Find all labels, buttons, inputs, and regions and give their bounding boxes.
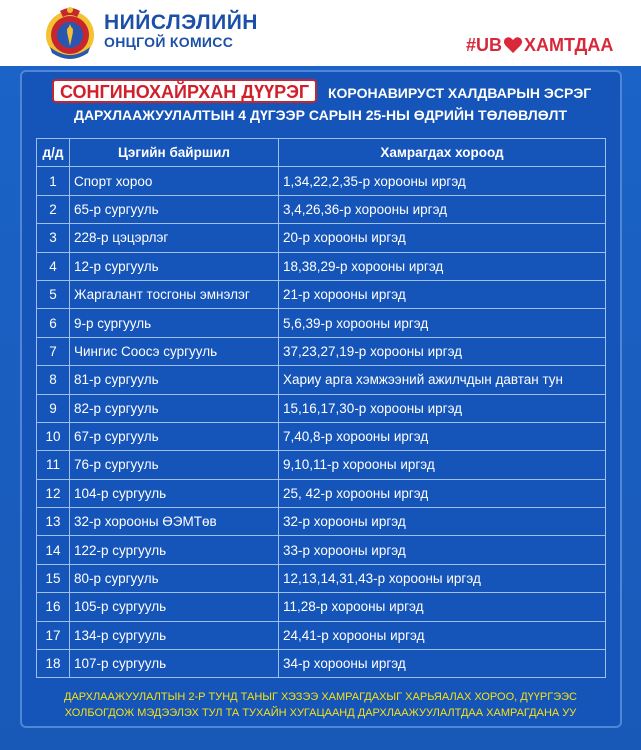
table-row: [37, 621, 606, 649]
mongolia-state-emblem-icon: [44, 5, 96, 61]
row-location: 80-р сургууль: [70, 564, 279, 592]
footer-line1: ДАРХЛААЖУУЛАЛТЫН 2-Р ТУНД ТАНЫГ ХЭЗЭЭ ХАМРАГДАХЫГ ХАРЬЯАЛАХ ХОРОО, ДҮҮРГЭЭС: [64, 691, 577, 703]
title-line2: ДАРХЛААЖУУЛАЛТЫН 4 ДҮГЭЭР САРЫН 25-НЫ ӨДРИЙН ТӨЛӨВЛӨЛТ: [73, 107, 568, 123]
row-committees: 3,4,26,36-р хорооны иргэд: [279, 195, 606, 223]
title-line1-rest: КОРОНАВИРУСТ ХАЛДВАРЫН ЭСРЭГ: [328, 85, 592, 101]
table-row: [37, 564, 606, 592]
row-index: 17: [37, 621, 70, 649]
row-index: 2: [37, 195, 70, 223]
row-location: Спорт хороо: [70, 167, 279, 195]
row-location: 12-р сургууль: [70, 252, 279, 280]
row-committees: 11,28-р хорооны иргэд: [279, 593, 606, 621]
row-committees: 33-р хорооны иргэд: [279, 536, 606, 564]
table-row: [37, 451, 606, 479]
row-location: 104-р сургууль: [70, 479, 279, 507]
row-location: 76-р сургууль: [70, 451, 279, 479]
row-location: Жаргалант тосгоны эмнэлэг: [70, 280, 279, 308]
table-row: [37, 366, 606, 394]
row-committees: 32-р хорооны иргэд: [279, 508, 606, 536]
hashtag-suffix: ХАМТДАА: [524, 34, 614, 55]
row-index: 5: [37, 280, 70, 308]
row-committees: 20-р хорооны иргэд: [279, 224, 606, 252]
hashtag-prefix: #UB: [466, 34, 503, 55]
row-committees: 24,41-р хорооны иргэд: [279, 621, 606, 649]
table-row: [37, 422, 606, 450]
header-index: д/д: [37, 139, 70, 167]
row-committees: 25, 42-р хорооны иргэд: [279, 479, 606, 507]
table-row: [37, 224, 606, 252]
row-committees: Хариу арга хэмжээний ажилчдын давтан тун: [279, 366, 606, 394]
table-row: [37, 394, 606, 422]
row-location: 105-р сургууль: [70, 593, 279, 621]
table-row: [37, 508, 606, 536]
row-index: 8: [37, 366, 70, 394]
row-index: 10: [37, 422, 70, 450]
table-row: [37, 650, 606, 678]
table-row: [37, 167, 606, 195]
row-index: 12: [37, 479, 70, 507]
table-row: [37, 479, 606, 507]
row-location: Чингис Соосэ сургууль: [70, 337, 279, 365]
row-index: 4: [37, 252, 70, 280]
row-index: 7: [37, 337, 70, 365]
row-location: 9-р сургууль: [70, 309, 279, 337]
row-location: 228-р цэцэрлэг: [70, 224, 279, 252]
table-row: [37, 536, 606, 564]
row-committees: 15,16,17,30-р хорооны иргэд: [279, 394, 606, 422]
row-location: 81-р сургууль: [70, 366, 279, 394]
footer-line2: ХОЛБОГДОЖ МЭДЭЭЛЭХ ТУЛ ТА ТУХАЙН ХУГАЦААНД ДАРХЛААЖУУЛАЛТДАА ХАМРАГДАНА УУ: [64, 707, 577, 719]
row-index: 13: [37, 508, 70, 536]
table-row: [37, 252, 606, 280]
row-committees: 9,10,11-р хорооны иргэд: [279, 451, 606, 479]
header-bar: [0, 0, 641, 66]
row-index: 16: [37, 593, 70, 621]
row-location: 67-р сургууль: [70, 422, 279, 450]
table-row: [37, 309, 606, 337]
row-index: 15: [37, 564, 70, 592]
row-index: 1: [37, 167, 70, 195]
row-committees: 7,40,8-р хорооны иргэд: [279, 422, 606, 450]
row-index: 6: [37, 309, 70, 337]
row-committees: 21-р хорооны иргэд: [279, 280, 606, 308]
table-row: [37, 337, 606, 365]
header-location: Цэгийн байршил: [70, 139, 279, 167]
row-committees: 18,38,29-р хорооны иргэд: [279, 252, 606, 280]
hashtag: [466, 30, 613, 60]
row-committees: 5,6,39-р хорооны иргэд: [279, 309, 606, 337]
row-index: 18: [37, 650, 70, 678]
row-index: 9: [37, 394, 70, 422]
row-index: 11: [37, 451, 70, 479]
vaccination-schedule-table: [36, 138, 606, 678]
heart-icon: [503, 35, 523, 55]
row-index: 3: [37, 224, 70, 252]
row-index: 14: [37, 536, 70, 564]
district-title: СОНГИНОХАЙРХАН ДҮҮРЭГ: [52, 79, 317, 103]
row-location: 65-р сургууль: [70, 195, 279, 223]
org-name-line1: НИЙСЛЭЛИЙН: [104, 11, 258, 34]
row-committees: 34-р хорооны иргэд: [279, 650, 606, 678]
org-name-line2: ОНЦГОЙ КОМИСС: [104, 34, 234, 50]
row-committees: 37,23,27,19-р хорооны иргэд: [279, 337, 606, 365]
row-committees: 1,34,22,2,35-р хорооны иргэд: [279, 167, 606, 195]
row-location: 107-р сургууль: [70, 650, 279, 678]
table-row: [37, 593, 606, 621]
footer-notice: [0, 689, 641, 721]
table-header-row: [37, 139, 606, 167]
row-committees: 12,13,14,31,43-р хорооны иргэд: [279, 564, 606, 592]
row-location: 82-р сургууль: [70, 394, 279, 422]
table-row: [37, 195, 606, 223]
table-row: [37, 280, 606, 308]
header-committees: Хамрагдах хороод: [279, 139, 606, 167]
row-location: 32-р хорооны ӨЭМТөв: [70, 508, 279, 536]
row-location: 134-р сургууль: [70, 621, 279, 649]
row-location: 122-р сургууль: [70, 536, 279, 564]
